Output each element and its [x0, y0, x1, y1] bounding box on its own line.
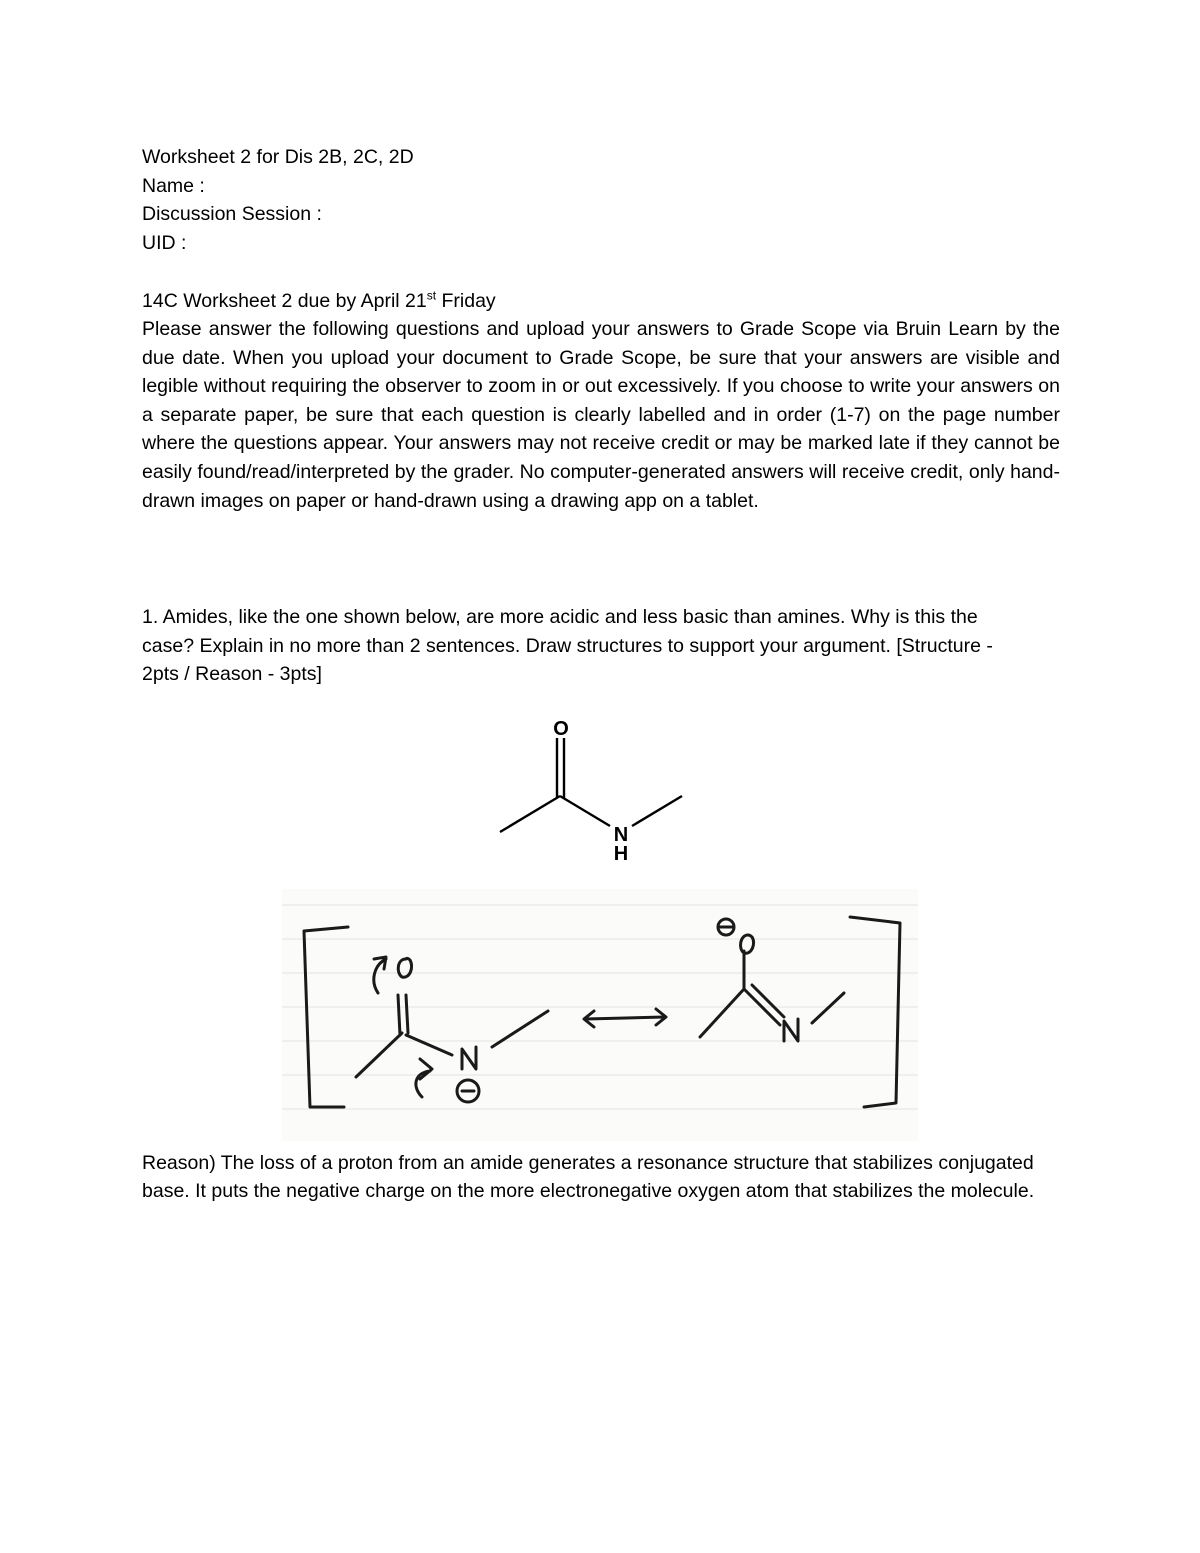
question-1: 1. Amides, like the one shown below, are more acidic and less basic than amines. Why is this the case? Explain in no more than 2 sentences. Draw structures to support your argument. [Structure - 2pts / Reason - 3pts]	[142, 606, 993, 686]
paper-ruled-lines	[282, 905, 918, 1109]
left-arrow-co	[374, 957, 386, 993]
discussion-session-label: Discussion Session :	[142, 203, 322, 226]
answer-reason: Reason) The loss of a proton from an amide generates a resonance structure that stabilizes conjugated base. It puts the negative charge on the more electronegative oxygen atom that stabilizes the molecule.	[142, 1152, 1035, 1203]
left-oxygen-glyph	[398, 958, 411, 977]
handwritten-resonance-image	[282, 889, 918, 1141]
bond-methyl-carbonyl	[500, 796, 560, 832]
instructions-paragraph: Please answer the following questions and upload your answers to Grade Scope via Bruin Learn by the due date. When you upload your document to Grade Scope, be sure that your answers are visible and legible without requiring the observer to zoom in or out excessively. If you choose to write your answers on a separate paper, be sure that each question is clearly labelled and in order (1-7) on the page number where the questions appear. Your answers may not receive credit or may be marked late if they cannot be easily found/read/interpreted by the grader. No computer-generated answers will receive credit, only hand-drawn images on paper or hand-drawn using a drawing app on a tablet.	[142, 318, 1060, 512]
nitrogen-atom-label: N	[613, 824, 629, 846]
left-bond-methyl	[356, 1033, 402, 1077]
resonance-drawing	[282, 889, 918, 1141]
right-oxygen-glyph	[741, 935, 754, 953]
due-date-prefix: 14C Worksheet 2 due by April 21	[142, 290, 427, 312]
hydrogen-atom-label: H	[613, 843, 629, 865]
due-date-suffix: Friday	[436, 290, 496, 312]
left-arrow-n	[416, 1059, 432, 1097]
uid-label: UID :	[142, 231, 187, 254]
left-bond-co-1	[398, 995, 400, 1035]
right-bracket	[850, 917, 900, 1107]
left-nitrogen-glyph	[462, 1047, 476, 1069]
oxygen-atom-label: O	[553, 718, 569, 740]
right-bond-methyl	[700, 989, 744, 1037]
worksheet-header	[142, 143, 414, 257]
bond-nitrogen-methyl	[632, 796, 682, 826]
worksheet-title: Worksheet 2 for Dis 2B, 2C, 2D	[142, 146, 414, 168]
bond-carbonyl-nitrogen	[560, 796, 610, 826]
due-date-line	[142, 287, 496, 316]
name-label: Name :	[142, 174, 205, 197]
amide-structure-diagram	[490, 712, 700, 872]
left-bracket	[304, 927, 348, 1107]
due-date-superscript: st	[426, 288, 437, 303]
right-bond-nme	[812, 993, 844, 1023]
right-nitrogen-glyph	[784, 1019, 798, 1041]
left-bond-co-2	[406, 995, 408, 1033]
left-bond-cn	[406, 1035, 452, 1055]
left-bond-nme	[492, 1011, 548, 1047]
resonance-arrow	[584, 1009, 666, 1027]
